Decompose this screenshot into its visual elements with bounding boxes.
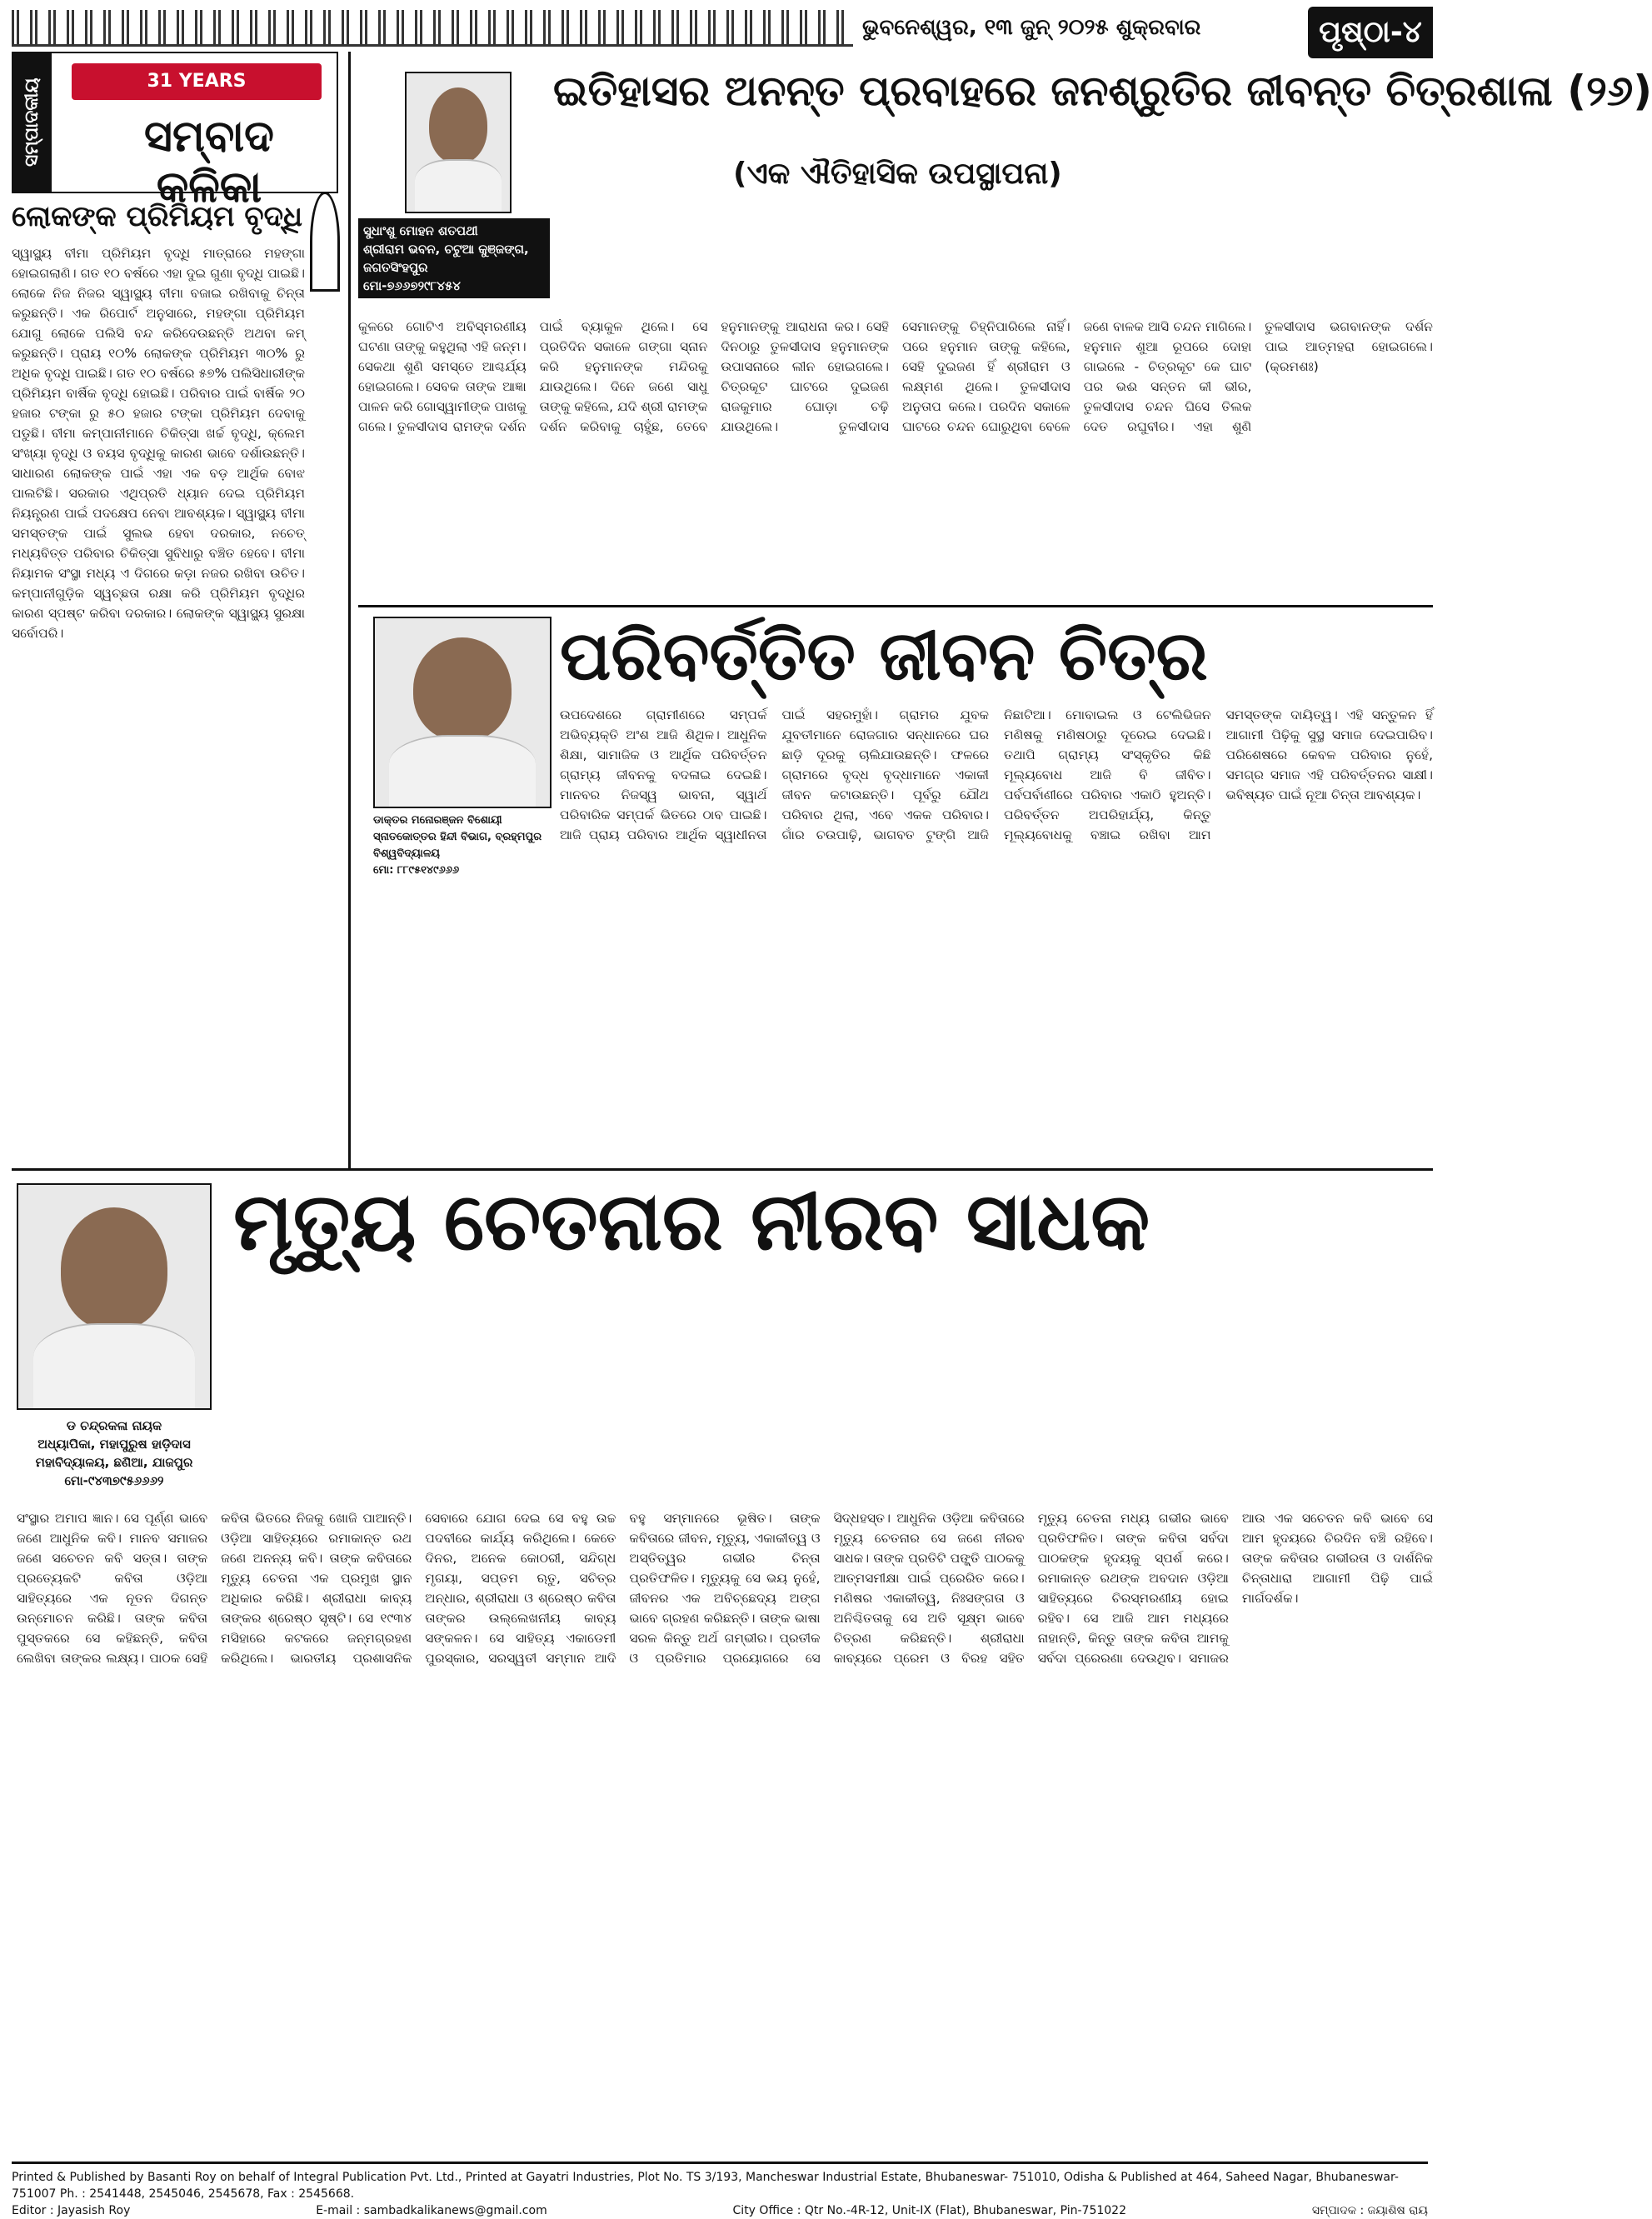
dateline: ଭୁବନେଶ୍ୱର, ୧୩ ଜୁନ୍ ୨୦୨୫ ଶୁକ୍ରବାର	[862, 15, 1201, 40]
author-byline: ଡାକ୍ତର ମନୋରଞ୍ଜନ ବିଶୋୟୀ ସ୍ନାତକୋତ୍ତର ହିନ୍ଦୀ ବିଭାଗ, ବ୍ରହ୍ମପୁର ବିଶ୍ୱବିଦ୍ୟାଳୟ ମୋ: ୮୮୯୫୧୪୯୬୬୬	[373, 814, 542, 877]
editorial-headline: ଲୋକଙ୍କ ପ୍ରିମିୟମ ବୃଦ୍ଧି	[12, 200, 303, 233]
article-headline: ଇତିହାସର ଅନନ୍ତ ପ୍ରବାହରେ ଜନଶ୍ରୁତିର ଜୀବନ୍ତ ଚିତ୍ରଶାଳା (୨୬)	[553, 67, 1652, 115]
author-photo	[373, 617, 551, 808]
column-divider	[348, 52, 351, 1168]
article-body: ଉପଦେଶରେ ଗ୍ରାମୀଣରେ ସମ୍ପର୍କ ଅଭିବ୍ୟକ୍ତି ଅଂଶ ଆଜି ଶିଥିଳ। ଆଧୁନିକ ଶିକ୍ଷା, ସାମାଜିକ ଓ ଆର୍ଥିକ ପରିବର୍ତ୍ତନ ଗ୍ରାମ୍ୟ ଜୀବନକୁ ବଦଳାଇ ଦେଇଛି। ମାନବର ନିଜସ୍ୱ ଭାବନା, ସ୍ୱାର୍ଥ ପରିବାରିକ ସମ୍ପର୍କ ଭିତରେ ଠାବ ପାଇଛି। ଆଜି ପ୍ରାୟ ପରିବାର ଆର୍ଥିକ ସ୍ୱାଧୀନତା ପାଇଁ ସହରମୁହାଁ। ଗ୍ରାମର ଯୁବକ ଯୁବତୀମାନେ ରୋଜଗାର ସନ୍ଧାନରେ ଘର ଛାଡ଼ି ଦୂରକୁ ଚାଲିଯାଉଛନ୍ତି। ଫଳରେ ଗ୍ରାମରେ ବୃଦ୍ଧ ବୃଦ୍ଧାମାନେ ଏକାକୀ ଜୀବନ କଟାଉଛନ୍ତି। ପୂର୍ବରୁ ଯୌଥ ପରିବାର ଥିଲା, ଏବେ ଏକକ ପରିବାର। ଗାଁର ଚଉପାଢ଼ି, ଭାଗବତ ଟୁଙ୍ଗି ଆଜି ନିଛାଟିଆ। ମୋବାଇଲ ଓ ଟେଲିଭିଜନ ମଣିଷକୁ ମଣିଷଠାରୁ ଦୂରେଇ ଦେଇଛି। ତଥାପି ଗ୍ରାମ୍ୟ ସଂସ୍କୃତିର କିଛି ମୂଲ୍ୟବୋଧ ଆଜି ବି ଜୀବିତ। ପର୍ବପର୍ବାଣୀରେ ପରିବାର ଏକାଠି ହୁଅନ୍ତି। ପରିବର୍ତ୍ତନ ଅପରିହାର୍ଯ୍ୟ, କିନ୍ତୁ ମୂଲ୍ୟବୋଧକୁ ବଞ୍ଚାଇ ରଖିବା ଆମ ସମସ୍ତଙ୍କ ଦାୟିତ୍ୱ। ଏହି ସନ୍ତୁଳନ ହିଁ ଆଗାମୀ ପିଢ଼ିକୁ ସୁସ୍ଥ ସମାଜ ଦେଇପାରିବ। ପରିଶେଷରେ କେବଳ ପରିବାର ନୁହେଁ, ସମଗ୍ର ସମାଜ ଏହି ପରିବର୍ତ୍ତନର ସାକ୍ଷୀ। ଭବିଷ୍ୟତ ପାଇଁ ନୂଆ ଚିନ୍ତା ଆବଶ୍ୟକ।	[560, 707, 1433, 842]
page-number-badge: ପୃଷ୍ଠା-୪	[1308, 7, 1433, 58]
email-credit: E-mail : sambadkalikanews@gmail.com	[316, 2204, 547, 2217]
section-divider	[358, 605, 1433, 607]
author-byline: ସୁଧାଂଶୁ ମୋହନ ଶତପଥୀ ଶ୍ରୀରାମ ଭବନ, ଚଟୁଆ କୁଞ୍ଜଙ୍ଗ, ଜଗତସିଂହପୁର ମୋ-୭୬୬୭୨୯୮୪୫୪	[358, 218, 550, 298]
pen-nib-icon	[310, 192, 340, 292]
anniversary-ribbon: 31 YEARS	[72, 63, 322, 100]
editor-credit: Editor : Jayasish Roy	[12, 2204, 131, 2217]
author-photo	[405, 72, 512, 213]
editor-credit-odia: ସମ୍ପାଦକ : ଜୟାଶିଷ ରାୟ	[1311, 2204, 1428, 2217]
imprint-footer: Printed & Published by Basanti Roy on behalf of Integral Publication Pvt. Ltd., Printed at Gayatri Industries, Plot No. TS 3/193, Mancheswar Industrial Estate, Bhubaneswar- 751010, Odisha & Published at 464, Saheed Nagar, Bhubaneswar- 751007 Ph. : 2541448, 2545046, 2545678, Fax : 2545668. Editor : Jayasish Roy E-mail : sambadkalikanews@gmail.com City Office : Qtr No.-4R-12, Unit-IX (Flat), Bhubaneswar, Pin-751022 ସମ୍ପାଦକ : ଜୟାଶିଷ ରାୟ	[12, 2162, 1428, 2219]
masthead-title: ସମ୍ବାଦ କଳିକା	[144, 112, 274, 212]
article-body: କୁଳରେ ଗୋଟିଏ ଅବିସ୍ମରଣୀୟ ଘଟଣା ତାଙ୍କୁ କହୁଥିଲା ଏହି ଜନ୍ମ। ସେକଥା ଶୁଣି ସମସ୍ତେ ଆଶ୍ଚର୍ଯ୍ୟ ହୋଇଗଲେ। ସେବକ ତାଙ୍କ ଆଜ୍ଞା ପାଳନ କରି ଗୋସ୍ୱାମୀଙ୍କ ପାଖକୁ ଗଲେ। ତୁଳସୀଦାସ ରାମଙ୍କ ଦର୍ଶନ ପାଇଁ ବ୍ୟାକୁଳ ଥିଲେ। ସେ ପ୍ରତିଦିନ ସକାଳେ ଗଙ୍ଗା ସ୍ନାନ କରି ହନୁମାନଙ୍କ ମନ୍ଦିରକୁ ଯାଉଥିଲେ। ଦିନେ ଜଣେ ସାଧୁ ତାଙ୍କୁ କହିଲେ, ଯଦି ଶ୍ରୀ ରାମଙ୍କ ଦର୍ଶନ କରିବାକୁ ଚାହୁଁଛ, ତେବେ ହନୁମାନଙ୍କୁ ଆରାଧନା କର। ସେହି ଦିନଠାରୁ ତୁଳସୀଦାସ ହନୁମାନଙ୍କ ଉପାସନାରେ ଲୀନ ହୋଇଗଲେ। ଚିତ୍ରକୂଟ ଘାଟରେ ଦୁଇଜଣ ରାଜକୁମାର ଘୋଡ଼ା ଚଢ଼ି ଯାଉଥିଲେ। ତୁଳସୀଦାସ ସେମାନଙ୍କୁ ଚିହ୍ନିପାରିଲେ ନାହିଁ। ପରେ ହନୁମାନ ତାଙ୍କୁ କହିଲେ, ସେହି ଦୁଇଜଣ ହିଁ ଶ୍ରୀରାମ ଓ ଲକ୍ଷ୍ମଣ ଥିଲେ। ତୁଳସୀଦାସ ଅନୁତାପ କଲେ। ପରଦିନ ସକାଳେ ଘାଟରେ ଚନ୍ଦନ ଘୋରୁଥିବା ବେଳେ ଜଣେ ବାଳକ ଆସି ଚନ୍ଦନ ମାଗିଲେ। ହନୁମାନ ଶୁଆ ରୂପରେ ଦୋହା ଗାଇଲେ - ଚିତ୍ରକୂଟ କେ ଘାଟ ପର ଭଈ ସନ୍ତନ କୀ ଭୀର, ତୁଳସୀଦାସ ଚନ୍ଦନ ଘିସେ ତିଲକ ଦେତ ରଘୁବୀର। ଏହା ଶୁଣି ତୁଳସୀଦାସ ଭଗବାନଙ୍କ ଦର୍ଶନ ପାଇ ଆତ୍ମହରା ହୋଇଗଲେ। (କ୍ରମଶଃ)	[358, 319, 1433, 434]
article-headline: ପରିବର୍ତ୍ତିତ ଜୀବନ ଚିତ୍ର	[560, 617, 1208, 696]
section-label: ସମ୍ପାଦକୀୟ	[13, 53, 52, 192]
decorative-header-strip	[12, 10, 853, 47]
city-office: City Office : Qtr No.-4R-12, Unit-IX (Flat), Bhubaneswar, Pin-751022	[732, 2204, 1126, 2217]
article-subheadline: (ଏକ ଐତିହାସିକ ଉପସ୍ଥାପନା)	[733, 157, 1062, 191]
article-body: ସଂସ୍ଥାର ଅମାପ ଜ୍ଞାନ। ସେ ପୂର୍ଣ୍ଣ ଭାବେ ଜଣେ ଆଧୁନିକ କବି। ମାନବ ସମାଜର ଜଣେ ସଚେତନ କବି ସତ୍ତା। ତାଙ୍କ ପ୍ରତ୍ୟେକଟି କବିତା ଓଡ଼ିଆ ସାହିତ୍ୟରେ ଏକ ନୂତନ ଦିଗନ୍ତ ଉନ୍ମୋଚନ କରିଛି। ତାଙ୍କ କବିତା ପୁସ୍ତକରେ ସେ କହିଛନ୍ତି, କବିତା ଲେଖିବା ତାଙ୍କର ଲକ୍ଷ୍ୟ। ପାଠକ ସେହି କବିତା ଭିତରେ ନିଜକୁ ଖୋଜି ପାଆନ୍ତି। ଓଡ଼ିଆ ସାହିତ୍ୟରେ ରମାକାନ୍ତ ରଥ ଜଣେ ଅନନ୍ୟ କବି। ତାଙ୍କ କବିତାରେ ମୃତ୍ୟୁ ଚେତନା ଏକ ପ୍ରମୁଖ ସ୍ଥାନ ଅଧିକାର କରିଛି। ଶ୍ରୀରାଧା କାବ୍ୟ ତାଙ୍କର ଶ୍ରେଷ୍ଠ ସୃଷ୍ଟି। ସେ ୧୯୩୪ ମସିହାରେ କଟକରେ ଜନ୍ମଗ୍ରହଣ କରିଥିଲେ। ଭାରତୀୟ ପ୍ରଶାସନିକ ସେବାରେ ଯୋଗ ଦେଇ ସେ ବହୁ ଉଚ୍ଚ ପଦବୀରେ କାର୍ଯ୍ୟ କରିଥିଲେ। କେତେ ଦିନର, ଅନେକ କୋଠରୀ, ସନ୍ଦିଗ୍ଧ ମୃଗୟା, ସପ୍ତମ ଋତୁ, ସଚିତ୍ର ଅନ୍ଧାର, ଶ୍ରୀରାଧା ଓ ଶ୍ରେଷ୍ଠ କବିତା ତାଙ୍କର ଉଲ୍ଲେଖନୀୟ କାବ୍ୟ ସଙ୍କଳନ। ସେ ସାହିତ୍ୟ ଏକାଡେମୀ ପୁରସ୍କାର, ସରସ୍ୱତୀ ସମ୍ମାନ ଆଦି ବହୁ ସମ୍ମାନରେ ଭୂଷିତ। ତାଙ୍କ କବିତାରେ ଜୀବନ, ମୃତ୍ୟୁ, ଏକାକୀତ୍ୱ ଓ ଅସ୍ତିତ୍ୱର ଗଭୀର ଚିନ୍ତା ପ୍ରତିଫଳିତ। ମୃତ୍ୟୁକୁ ସେ ଭୟ ନୁହେଁ, ଜୀବନର ଏକ ଅବିଚ୍ଛେଦ୍ୟ ଅଙ୍ଗ ଭାବେ ଗ୍ରହଣ କରିଛନ୍ତି। ତାଙ୍କ ଭାଷା ସରଳ କିନ୍ତୁ ଅର୍ଥ ଗମ୍ଭୀର। ପ୍ରତୀକ ଓ ପ୍ରତିମାର ପ୍ରୟୋଗରେ ସେ ସିଦ୍ଧହସ୍ତ। ଆଧୁନିକ ଓଡ଼ିଆ କବିତାରେ ମୃତ୍ୟୁ ଚେତନାର ସେ ଜଣେ ନୀରବ ସାଧକ। ତାଙ୍କ ପ୍ରତିଟି ପଙ୍କ୍ତି ପାଠକକୁ ଆତ୍ମସମୀକ୍ଷା ପାଇଁ ପ୍ରେରିତ କରେ। ମଣିଷର ଏକାକୀତ୍ୱ, ନିଃସଙ୍ଗତା ଓ ଅନିଶ୍ଚିତତାକୁ ସେ ଅତି ସୂକ୍ଷ୍ମ ଭାବେ ଚିତ୍ରଣ କରିଛନ୍ତି। ଶ୍ରୀରାଧା କାବ୍ୟରେ ପ୍ରେମ ଓ ବିରହ ସହିତ ମୃତ୍ୟୁ ଚେତନା ମଧ୍ୟ ଗଭୀର ଭାବେ ପ୍ରତିଫଳିତ। ତାଙ୍କ କବିତା ସର୍ବଦା ପାଠକଙ୍କ ହୃଦୟକୁ ସ୍ପର୍ଶ କରେ। ରମାକାନ୍ତ ରଥଙ୍କ ଅବଦାନ ଓଡ଼ିଆ ସାହିତ୍ୟରେ ଚିରସ୍ମରଣୀୟ ହୋଇ ରହିବ। ସେ ଆଜି ଆମ ମଧ୍ୟରେ ନାହାନ୍ତି, କିନ୍ତୁ ତାଙ୍କ କବିତା ଆମକୁ ସର୍ବଦା ପ୍ରେରଣା ଦେଉଥିବ। ସମାଜର ଆଉ ଏକ ସଚେତନ କବି ଭାବେ ସେ ଆମ ହୃଦୟରେ ଚିରଦିନ ବଞ୍ଚି ରହିବେ। ତାଙ୍କ କବିତାର ଗଭୀରତା ଓ ଦାର୍ଶନିକ ଚିନ୍ତାଧାରା ଆଗାମୀ ପିଢ଼ି ପାଇଁ ମାର୍ଗଦର୍ଶକ।	[17, 1511, 1433, 1666]
article-headline: ମୃତ୍ୟୁ ଚେତନାର ନୀରବ ସାଧକ	[233, 1175, 1150, 1268]
author-photo	[17, 1183, 212, 1410]
section-divider	[12, 1168, 1433, 1171]
masthead	[12, 52, 338, 212]
author-byline: ଡ ଚନ୍ଦ୍ରକଳା ନାୟକ ଅଧ୍ୟାପିକା, ମହାପୁରୁଷ ହାଡ଼ିଦାସ ମହାବିଦ୍ୟାଳୟ, ଛଣିଆ, ଯାଜପୁର ମୋ-୯୪୩୭୯୫୬୬୬୨	[35, 1418, 193, 1488]
editorial-body: ସ୍ୱାସ୍ଥ୍ୟ ବୀମା ପ୍ରିମିୟମ ବୃଦ୍ଧି ମାତ୍ରାରେ ମହଙ୍ଗା ହୋଇଗଲାଣି। ଗତ ୧୦ ବର୍ଷରେ ଏହା ଦୁଇ ଗୁଣା ବୃଦ୍ଧି ପାଇଛି। ଲୋକେ ନିଜ ନିଜର ସ୍ୱାସ୍ଥ୍ୟ ବୀମା ବଜାଇ ରଖିବାକୁ ଚିନ୍ତା କରୁଛନ୍ତି। ଏକ ରିପୋର୍ଟ ଅନୁସାରେ, ମହଙ୍ଗା ପ୍ରିମିୟମ ଯୋଗୁ ଲୋକେ ପଲିସି ବନ୍ଦ କରିଦେଉଛନ୍ତି ଅଥବା କମ୍ କରୁଛନ୍ତି। ପ୍ରାୟ ୧୦% ଲୋକଙ୍କ ପ୍ରିମିୟମ ୩୦% ରୁ ଅଧିକ ବୃଦ୍ଧି ପାଇଛି। ଗତ ୧୦ ବର୍ଷରେ ୫୭% ପଲିସିଧାରୀଙ୍କ ପ୍ରିମିୟମ ବାର୍ଷିକ ବୃଦ୍ଧି ହୋଇଛି। ପରିବାର ପାଇଁ ବାର୍ଷିକ ୨୦ ହଜାର ଟଙ୍କା ରୁ ୫୦ ହଜାର ଟଙ୍କା ପ୍ରିମିୟମ ଦେବାକୁ ପଡୁଛି। ବୀମା କମ୍ପାନୀମାନେ ଚିକିତ୍ସା ଖର୍ଚ୍ଚ ବୃଦ୍ଧି, କ୍ଲେମ ସଂଖ୍ୟା ବୃଦ୍ଧି ଓ ବୟସ ବୃଦ୍ଧିକୁ କାରଣ ଭାବେ ଦର୍ଶାଉଛନ୍ତି। ସାଧାରଣ ଲୋକଙ୍କ ପାଇଁ ଏହା ଏକ ବଡ଼ ଆର୍ଥିକ ବୋଝ ପାଲଟିଛି। ସରକାର ଏଥିପ୍ରତି ଧ୍ୟାନ ଦେଇ ପ୍ରିମିୟମ ନିୟନ୍ତ୍ରଣ ପାଇଁ ପଦକ୍ଷେପ ନେବା ଆବଶ୍ୟକ। ସ୍ୱାସ୍ଥ୍ୟ ବୀମା ସମସ୍ତଙ୍କ ପାଇଁ ସୁଲଭ ହେବା ଦରକାର, ନଚେତ୍ ମଧ୍ୟବିତ୍ତ ପରିବାର ଚିକିତ୍ସା ସୁବିଧାରୁ ବଞ୍ଚିତ ହେବେ। ବୀମା ନିୟାମକ ସଂସ୍ଥା ମଧ୍ୟ ଏ ଦିଗରେ କଡ଼ା ନଜର ରଖିବା ଉଚିତ। କମ୍ପାନୀଗୁଡ଼ିକ ସ୍ୱଚ୍ଛତା ରକ୍ଷା କରି ପ୍ରିମିୟମ ବୃଦ୍ଧିର କାରଣ ସ୍ପଷ୍ଟ କରିବା ଦରକାର। ଲୋକଙ୍କ ସ୍ୱାସ୍ଥ୍ୟ ସୁରକ୍ଷା ସର୍ବୋପରି।	[12, 246, 305, 641]
